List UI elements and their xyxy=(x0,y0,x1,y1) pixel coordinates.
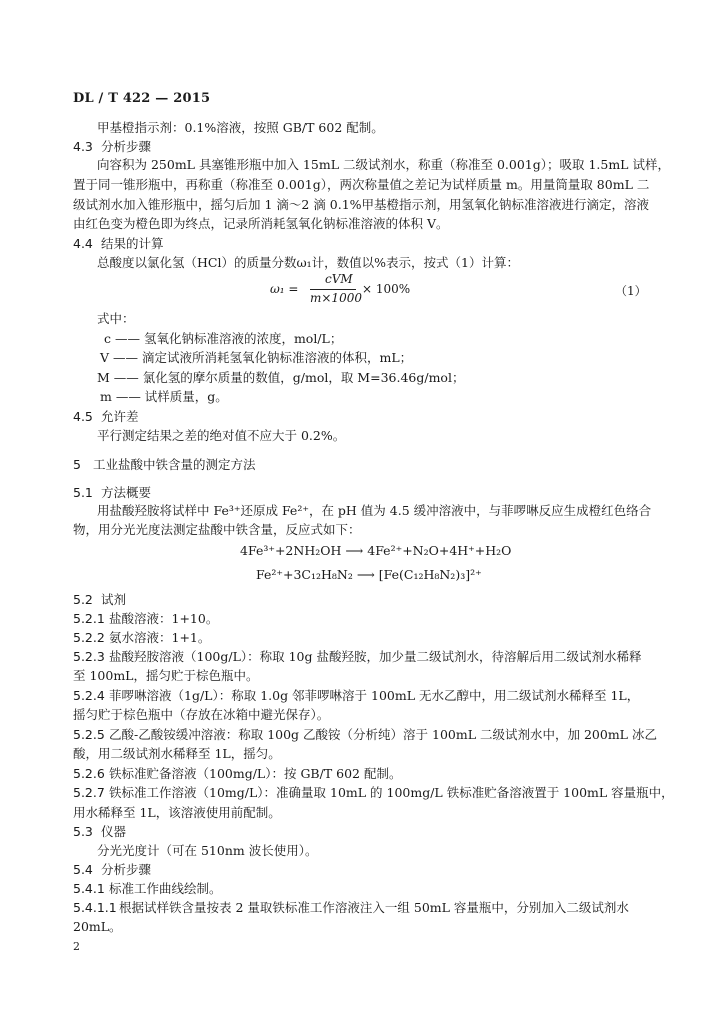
section-heading-5-3 xyxy=(73,824,126,840)
text-line: 甲基橙指示剂：0.1%溶液，按照 GB/T 602 配制。 xyxy=(97,120,384,135)
section-number: 5.2 xyxy=(73,592,93,607)
text-line: 式中： xyxy=(97,311,135,326)
text-line: 用盐酸羟胺将试样中 Fe³⁺还原成 Fe²⁺，在 pH 值为 4.5 缓冲溶液中，与菲啰啉反应生成橙红色络合 xyxy=(97,503,652,518)
text-line: 用水稀释至 1L，该溶液使用前配制。 xyxy=(73,805,281,820)
section-number: 4.5 xyxy=(73,409,93,424)
list-item xyxy=(73,881,222,897)
section-title: 工业盐酸中铁含量的测定方法 xyxy=(93,457,256,472)
variable-definition: c —— 氢氧化钠标准溶液的浓度，mol/L； xyxy=(104,331,343,346)
list-item xyxy=(73,649,641,665)
section-number: 5 xyxy=(73,457,81,472)
standard-code-header: DL / T 422 — 2015 xyxy=(73,91,211,106)
variable-definition: M —— 氯化氢的摩尔质量的数值，g/mol，取 M=36.46g/mol； xyxy=(97,370,465,385)
section-title: 结果的计算 xyxy=(101,236,164,251)
fraction-numerator: cVM xyxy=(325,272,353,286)
text-line: 20mL。 xyxy=(73,919,122,934)
fraction-bar xyxy=(310,289,356,290)
section-title: 分析步骤 xyxy=(101,862,152,877)
text-line: 置于同一锥形瓶中，再称重（称准至 0.001g），两次称量值之差记为试样质量 m。用量筒量取 80mL 二 xyxy=(73,177,650,192)
section-heading-5-2 xyxy=(73,592,126,608)
section-title: 方法概要 xyxy=(101,485,152,500)
item-number: 5.2.5 xyxy=(73,727,105,742)
section-title: 试剂 xyxy=(101,592,127,607)
item-number: 5.4.1 xyxy=(73,881,105,896)
page-number: 2 xyxy=(73,940,80,953)
section-number: 4.3 xyxy=(73,139,93,154)
list-item xyxy=(73,727,657,743)
item-text: 菲啰啉溶液（1g/L）：称取 1.0g 邻菲啰啉溶于 100mL 无水乙醇中，用二级试剂水稀释至 1L， xyxy=(109,688,640,703)
item-text: 氨水溶液：1+1。 xyxy=(109,630,211,645)
section-heading-4-5 xyxy=(73,409,139,425)
item-text: 盐酸羟胺溶液（100g/L）：称取 10g 盐酸羟胺，加少量二级试剂水，待溶解后用二级试剂水稀释 xyxy=(109,649,642,664)
section-heading-5 xyxy=(73,457,256,473)
list-item xyxy=(73,900,629,916)
item-text: 乙酸-乙酸铵缓冲溶液：称取 100g 乙酸铵（分析纯）溶于 100mL 二级试剂水中，加 200mL 冰乙 xyxy=(109,727,657,742)
reaction-equation-1: 4Fe³⁺+2NH₂OH ⟶ 4Fe²⁺+N₂O+4H⁺+H₂O xyxy=(240,543,512,558)
text-line: 分光光度计（可在 510nm 波长使用）。 xyxy=(97,843,318,858)
text-line: 由红色变为橙色即为终点，记录所消耗氢氧化钠标准溶液的体积 V。 xyxy=(73,216,449,231)
formula-1 xyxy=(270,272,650,312)
item-number: 5.2.3 xyxy=(73,649,105,664)
section-title: 仪器 xyxy=(101,824,127,839)
item-text: 标准工作曲线绘制。 xyxy=(109,881,222,896)
list-item xyxy=(73,785,674,801)
section-heading-4-4 xyxy=(73,236,164,252)
text-line: 总酸度以氯化氢（HCl）的质量分数ω₁计，数值以%表示，按式（1）计算： xyxy=(97,255,519,270)
list-item xyxy=(73,611,218,627)
item-number: 5.2.4 xyxy=(73,688,105,703)
section-heading-5-4 xyxy=(73,862,151,878)
item-text: 根据试样铁含量按表 2 量取铁标准工作溶液注入一组 50mL 容量瓶中，分别加入二级试剂水 xyxy=(119,900,629,915)
text-line: 酸，用二级试剂水稀释至 1L，摇匀。 xyxy=(73,746,281,761)
list-item xyxy=(73,630,210,646)
section-title: 分析步骤 xyxy=(101,139,152,154)
list-item xyxy=(73,766,401,782)
section-title: 允许差 xyxy=(101,409,139,424)
section-number: 4.4 xyxy=(73,236,93,251)
fraction-denominator: m×1000 xyxy=(310,291,362,305)
item-text: 铁标准贮备溶液（100mg/L）：按 GB/T 602 配制。 xyxy=(109,766,402,781)
list-item xyxy=(73,688,639,704)
section-heading-5-1 xyxy=(73,485,151,501)
section-number: 5.3 xyxy=(73,824,93,839)
text-line: 物，用分光光度法测定盐酸中铁含量，反应式如下： xyxy=(73,522,361,537)
text-line: 向容积为 250mL 具塞锥形瓶中加入 15mL 二级试剂水，称重（称准至 0.001g）；吸取 1.5mL 试样， xyxy=(97,157,670,172)
text-line: 至 100mL，摇匀贮于棕色瓶中。 xyxy=(73,668,259,683)
item-text: 盐酸溶液：1+10。 xyxy=(109,611,219,626)
text-line: 平行测定结果之差的绝对值不应大于 0.2%。 xyxy=(97,428,346,443)
formula-rhs: × 100% xyxy=(362,282,411,296)
formula-lhs: ω₁ = xyxy=(270,282,299,296)
section-number: 5.1 xyxy=(73,485,93,500)
item-number: 5.2.2 xyxy=(73,630,105,645)
text-line: 级试剂水加入锥形瓶中，摇匀后加 1 滴～2 滴 0.1%甲基橙指示剂，用氢氧化钠标准溶液进行滴定，溶液 xyxy=(73,197,650,212)
item-number: 5.4.1.1 xyxy=(73,900,117,915)
item-number: 5.2.1 xyxy=(73,611,105,626)
item-text: 铁标准工作溶液（10mg/L）：准确量取 10mL 的 100mg/L 铁标准贮备溶液置于 100mL 容量瓶中， xyxy=(109,785,674,800)
section-heading-4-3 xyxy=(73,139,151,155)
text-line: 摇匀贮于棕色瓶中（存放在冰箱中避光保存）。 xyxy=(73,707,330,722)
formula-number: （1） xyxy=(615,284,647,298)
item-number: 5.2.7 xyxy=(73,785,105,800)
variable-definition: m —— 试样质量，g。 xyxy=(100,389,228,404)
variable-definition: V —— 滴定试液所消耗氢氧化钠标准溶液的体积，mL； xyxy=(100,350,413,365)
section-number: 5.4 xyxy=(73,862,93,877)
reaction-equation-2: Fe²⁺+3C₁₂H₈N₂ ⟶ [Fe(C₁₂H₈N₂)₃]²⁺ xyxy=(256,567,482,582)
item-number: 5.2.6 xyxy=(73,766,105,781)
